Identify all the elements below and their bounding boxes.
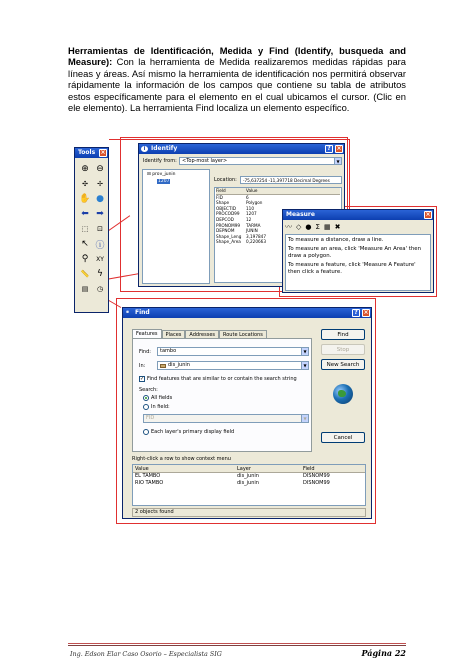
sigma-icon[interactable]: Σ [315, 223, 320, 231]
field-cell: FID [216, 194, 223, 200]
layer-cell: dis_junin [237, 473, 259, 479]
hyperlink-icon[interactable]: ϟ [97, 269, 103, 279]
similar-label: Find features that are similar to or contain the search string [147, 376, 297, 382]
binoculars-icon: ⚭ [125, 309, 131, 316]
new-search-button[interactable]: New Search [321, 359, 365, 370]
identify-from-label: Identify from: [143, 158, 177, 164]
select-features-icon[interactable]: ⬚ [81, 225, 89, 233]
polygon-icon[interactable]: ◇ [296, 223, 302, 231]
field-cell: Shape [216, 200, 230, 206]
field-cell: Shape_Leng [216, 233, 242, 239]
intro-paragraph [68, 45, 406, 113]
help-button[interactable]: ? [325, 145, 333, 153]
in-value: dis_junin [168, 362, 190, 368]
similar-checkbox[interactable]: ✓ [140, 376, 145, 382]
help-button[interactable]: ? [352, 309, 360, 317]
find-input[interactable] [157, 347, 309, 356]
in-field-option[interactable] [143, 404, 170, 410]
field-cell: DEPCOD [216, 216, 234, 222]
zoom-out-icon[interactable]: ⊖ [96, 164, 104, 174]
paragraph-body: Con la herramienta de Medida realizaremos medidas rápidas para líneas y áreas. Así mismo la herramienta de identificación nos permitirá observar rápidamente la información de los campos que contiene su tabla de atributos estos específicamente para el elemento en el cual ubicamos el cursor. (Clic en ele elemento). La herramienta Find localiza un elemento específico. [68, 56, 406, 114]
chevron-down-icon[interactable]: ▼ [301, 362, 308, 369]
tab-addresses[interactable]: Addresses [185, 330, 219, 339]
measure-line3: To measure a feature, click 'Measure A Feature' then click a feature. [288, 262, 416, 275]
options-icon[interactable]: ▦ [323, 223, 331, 231]
in-layer-select[interactable] [157, 361, 309, 370]
chevron-down-icon[interactable]: ▼ [301, 348, 308, 355]
page-number: Página 22 [361, 648, 406, 658]
fixed-zoom-out-icon[interactable]: ✢ [97, 180, 103, 188]
value-cell: 1207 [246, 211, 257, 217]
all-fields-radio[interactable] [143, 395, 149, 401]
footer-rule [68, 643, 406, 644]
identify-titlebar[interactable] [139, 144, 344, 154]
col-header-value[interactable]: Value [246, 188, 258, 193]
find-results-table[interactable] [132, 464, 366, 506]
tab-route-locations[interactable]: Route Locations [219, 330, 267, 339]
chevron-down-icon[interactable]: ▼ [301, 415, 308, 422]
full-extent-icon[interactable]: ● [96, 194, 104, 204]
col-header-value[interactable]: Value [135, 466, 149, 472]
identify-from-value: <Top-most layer> [182, 158, 228, 164]
value-cell: Polygon [246, 200, 263, 206]
zoom-in-icon[interactable]: ⊕ [81, 164, 89, 174]
tools-titlebar[interactable] [75, 148, 108, 158]
all-fields-label: All fields [151, 395, 173, 401]
value-cell: RIO TAMBO [135, 480, 164, 486]
context-hint: Right-click a row to show context menu [132, 456, 231, 462]
fixed-zoom-in-icon[interactable]: ✣ [82, 180, 88, 188]
value-cell: 12 [246, 216, 252, 222]
search-label: Search: [139, 387, 158, 393]
measure-icon[interactable]: 📏 [80, 270, 90, 278]
table-row[interactable] [133, 473, 365, 480]
measure-toolbar [285, 222, 340, 232]
measure-window [282, 209, 434, 293]
globe-icon [333, 384, 353, 404]
pan-icon[interactable]: ✋ [79, 194, 91, 204]
tree-layer-label: prov_junin [152, 172, 176, 177]
field-cell: DISNOM99 [303, 473, 330, 479]
callout-line [349, 139, 350, 209]
cancel-button[interactable]: Cancel [321, 432, 365, 443]
line-icon[interactable]: 〰 [285, 223, 292, 231]
tab-places[interactable]: Places [162, 330, 186, 339]
layer-cell: dis_junin [237, 480, 259, 486]
go-to-xy-icon[interactable]: XY [96, 255, 104, 263]
value-cell: 110 [246, 205, 254, 211]
chevron-down-icon[interactable]: ▼ [334, 158, 341, 164]
close-button[interactable]: × [336, 145, 342, 152]
feature-icon[interactable]: ● [305, 223, 312, 231]
footer-author: Ing. Edson Elar Caso Osorio – Especialista SIG [70, 650, 222, 658]
in-label: In: [139, 363, 146, 369]
field-cell: DEPNOM [216, 228, 235, 234]
find-label: Find: [139, 349, 151, 355]
primary-field-radio[interactable] [143, 429, 149, 435]
field-value: FID [146, 415, 155, 421]
primary-field-option[interactable] [143, 429, 234, 435]
find-icon[interactable]: ⚲ [81, 254, 89, 264]
find-button[interactable]: Find [321, 329, 365, 340]
value-cell: TARMA [246, 222, 261, 228]
close-button[interactable]: × [425, 211, 431, 218]
tools-title: Tools [78, 149, 96, 156]
clear-icon[interactable]: ✖ [334, 223, 341, 231]
find-title: Find [135, 309, 150, 316]
identify-tree[interactable] [142, 169, 210, 284]
tree-layer[interactable]: ⊟ prov_junin [147, 172, 176, 177]
info-icon: i [141, 146, 148, 152]
close-button[interactable]: × [100, 149, 106, 156]
field-cell: PRONOM99 [216, 222, 241, 228]
primary-field-label: Each layer's primary display field [151, 429, 235, 435]
all-fields-option[interactable] [143, 395, 172, 401]
forward-extent-icon[interactable]: ➡ [96, 209, 104, 219]
measure-title: Measure [286, 211, 315, 218]
in-field-radio[interactable] [143, 404, 149, 410]
field-cell: OBJECTID [216, 205, 236, 211]
close-button[interactable]: × [363, 309, 369, 316]
paragraph-heading: Herramientas de Identificación, Medida y Find (Identify, busqueda and Measure): [68, 45, 406, 68]
identify-icon[interactable]: ⓘ [95, 240, 105, 251]
in-field-label: In field: [151, 404, 170, 410]
stop-button[interactable]: Stop [321, 344, 365, 355]
find-value: tambo [160, 348, 177, 354]
find-window [122, 307, 372, 519]
field-select[interactable] [143, 414, 309, 423]
similar-option[interactable] [139, 376, 297, 382]
back-extent-icon[interactable]: ⬅ [81, 209, 89, 219]
find-tab-panel [132, 338, 312, 452]
footer-rule [68, 645, 406, 646]
tree-value[interactable]: 1207 [158, 179, 170, 184]
tab-features[interactable]: Features [132, 329, 162, 339]
value-cell: 3,197847 [246, 233, 266, 239]
field-cell: Shape_Area [216, 239, 241, 245]
location-label: Location: [214, 177, 237, 183]
value-cell: EL TAMBO [135, 473, 161, 479]
col-header-field[interactable]: Field [303, 466, 315, 472]
time-slider-icon[interactable]: ◷ [96, 285, 104, 293]
status-bar [132, 508, 366, 517]
status-text: 2 objects found [135, 509, 174, 515]
tools-window [74, 147, 109, 313]
measure-line1: To measure a distance, draw a line. [288, 237, 384, 243]
field-cell: DISNOM99 [303, 480, 330, 486]
find-titlebar[interactable] [123, 308, 371, 318]
measure-titlebar[interactable] [283, 210, 433, 220]
value-cell: JUNIN [246, 228, 258, 234]
col-header-layer[interactable]: Layer [237, 466, 251, 472]
select-elements-icon[interactable]: ↖ [81, 239, 89, 249]
measure-line2: To measure an area, click 'Measure An Area' then draw a polygon. [288, 246, 422, 259]
identify-title: Identify [151, 145, 178, 152]
html-popup-icon[interactable]: ▤ [81, 285, 89, 293]
location-field[interactable]: -75,637254 -11,397718 Decimal Degrees [240, 176, 342, 184]
tools-grid [78, 162, 107, 296]
value-cell: 6 [246, 194, 249, 200]
clear-selection-icon[interactable]: ⊡ [97, 225, 103, 233]
layer-icon [160, 364, 166, 368]
field-cell: PROCOD99 [216, 211, 240, 217]
identify-from-select[interactable] [179, 157, 342, 165]
measure-info-panel [285, 234, 431, 291]
col-header-field[interactable]: Field [216, 188, 226, 193]
table-row[interactable] [133, 480, 365, 487]
value-cell: 0,220663 [246, 239, 266, 245]
